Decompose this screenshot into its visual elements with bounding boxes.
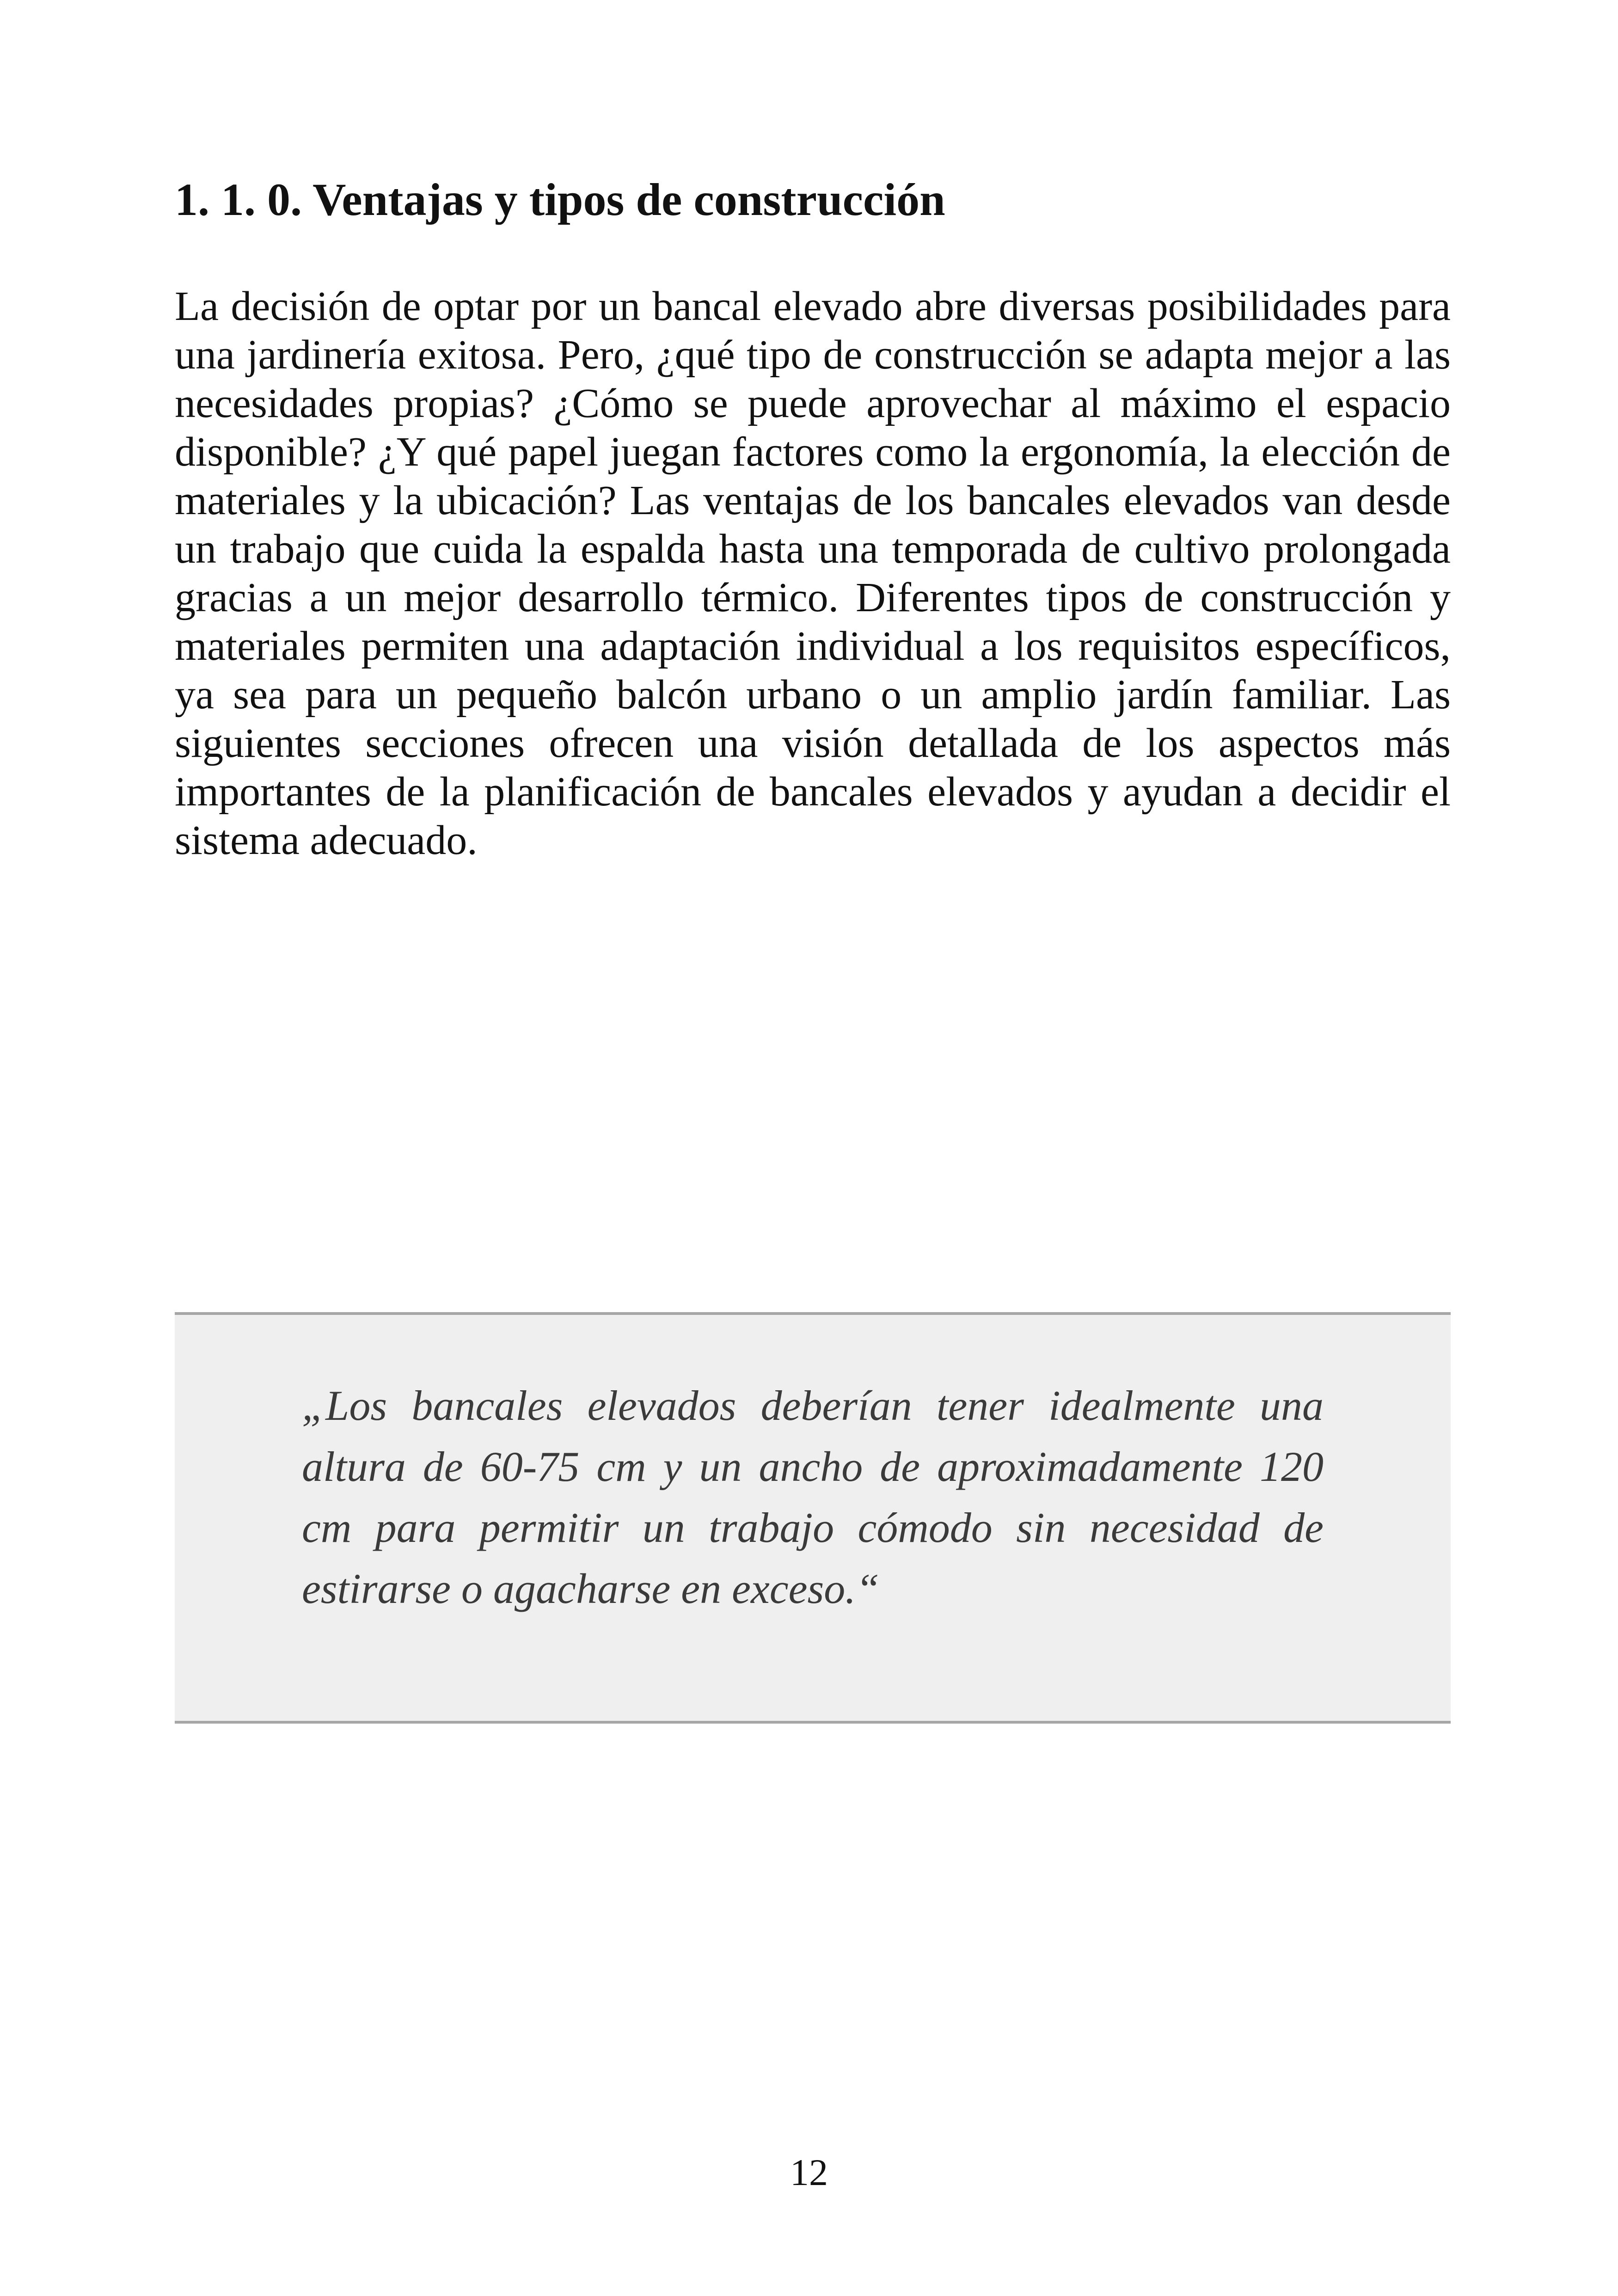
body-paragraph: La decisión de optar por un bancal elevado abre diversas posibilidades para una jardinería exitosa. Pero, ¿qué tipo de construcción se adapta mejor a las necesidades propias? ¿Cómo se puede aprovechar al máximo el espacio disponible? ¿Y qué papel juegan factores como la ergonomía, la elección de materiales y la ubicación? Las ventajas de los bancales elevados van desde un trabajo que cuida la espalda hasta una temporada de cultivo prolongada gracias a un mejor desarrollo térmico. Diferentes tipos de construcción y materiales permiten una adaptación individual a los requisitos específicos, ya sea para un pequeño balcón urbano o un amplio jardín familiar. Las siguientes secciones ofrecen una visión detallada de los aspectos más importantes de la planificación de bancales elevados y ayudan a decidir el sistema adecuado. [175,283,1451,863]
callout-quote: „Los bancales elevados deberían tener idealmente una altura de 60-75 cm y un ancho de aproximadamente 120 cm para permitir un trabajo cómodo sin necesidad de estirarse o agacharse en exceso.“ [302,1382,1324,1612]
quote-callout-box [175,1312,1451,1724]
page-number: 12 [790,2151,828,2193]
section-heading: 1. 1. 0. Ventajas y tipos de construcción [175,174,945,225]
